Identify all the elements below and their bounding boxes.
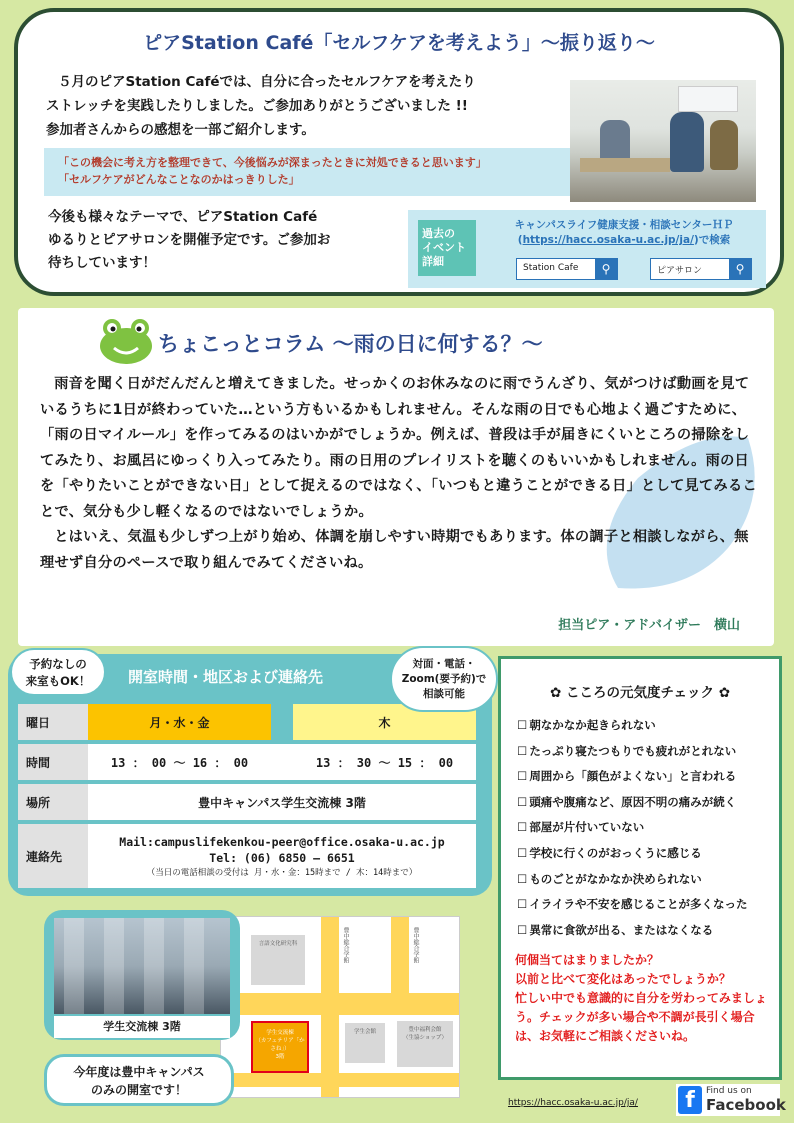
day-thu: 木 [293,704,476,740]
contact-value [88,824,476,888]
list-item[interactable]: ☐ たっぷり寝たつもりでも疲れがとれない [517,739,747,765]
hp-url-link[interactable]: https://hacc.osaka-u.ac.jp/ja/ [522,234,694,246]
hp-url-suffix: で検索 [698,234,731,246]
place-value: 豊中キャンパス学生交流棟 3階 [88,784,476,820]
column-paragraph-1: 雨音を聞く日がだんだんと増えてきました。せっかくのお休みなのに雨でうんざり、気がつけば動画を見ているうちに1日が終わっていた…という方もいるかもしれません。そんな雨の日でも心地よく過ごすために、「雨の日マイルール」を作ってみるのはいかがでしょうか。例えば、普段は手が届きにくいところの掃除をしてみたり、お風呂にゆっくり入ってみたり。雨の日用のプレイリストを聴くのもいいかもしれません。雨の日を「やりたいことができない日」として捉えるのではなく、「いつもと違うことができる日」として見てみることで、気分も少し軽くなるのではないでしょうか。 [40,376,757,520]
map-road-label-1: 豊中総合学館 [342,927,349,963]
walk-in-bubble: 予約なしの 来室もOK！ [10,648,106,696]
top-intro [46,70,576,142]
list-item[interactable]: ☐ ものごとがなかなか決められない [517,867,747,893]
map-road-label-2: 豊中総合学館 [412,927,419,963]
building-photo-caption: 学生交流棟 3階 [54,1016,230,1038]
feedback-quotes [44,148,584,196]
top-title: ピアStation Café「セルフケアを考えよう」〜振り返り〜 [143,32,655,54]
intro-line-3: 参加者さんからの感想を一部ご紹介します。 [46,122,315,138]
top-section [14,8,784,296]
column-author: 担当ピア・アドバイザー 横山 [558,618,740,633]
intro-line-2: ストレッチを実践したりしました。ご参加ありがとうございました !! [46,98,468,114]
facebook-icon: f [678,1086,702,1114]
row-label-place: 場所 [18,784,88,820]
frog-icon [98,316,154,366]
facebook-small-text: Find us on [706,1086,752,1096]
table-row [18,824,476,888]
row-label-day: 曜日 [18,704,88,740]
campus-map [220,916,460,1098]
contact-note: （当日の電話相談の受付は 月・水・金：15時まで / 木：14時まで） [146,868,418,878]
time-mwf: 13 ： 00 〜 16 ： 00 [88,744,271,780]
past-events-label: 過去の イベント 詳細 [418,220,476,276]
list-item[interactable]: ☐ 朝なかなか起きられない [517,713,747,739]
quote-1: 「この機会に考え方を整理できて、今後悩みが深まったときに対処できると思います」 [58,156,487,169]
check-list [517,713,747,943]
column-section [18,308,774,646]
contact-mail[interactable]: Mail:campuslifekenkou-peer@office.osaka-u.ac.jp [119,835,445,849]
past-events-box [408,210,766,288]
check-footer: 何個当てはまりましたか？ 以前と比べて変化はあったでしょうか？ 忙しい中でも意識的に自分を労わってみましょう。チェックが多い場合や不調が長引く場合は、お気軽にご相談くださいね。 [515,953,767,1043]
list-item[interactable]: ☐ 異常に食欲が出る、またはなくなる [517,918,747,944]
contact-tel[interactable]: Tel: (06) 6850 – 6651 [209,851,355,865]
table-row [18,704,476,740]
list-item[interactable]: ☐ イライラや不安を感じることが多くなった [517,892,747,918]
hours-table [18,700,476,886]
intro-line-1: ５月のピアStation Caféでは、自分に合ったセルフケアを考えたり [58,74,476,90]
hp-title-text: キャンパスライフ健康支援・相談センターＨＰ [514,219,734,231]
column-paragraph-2: とはいえ、気温も少しずつ上がり始め、体調を崩しやすい時期でもあります。体の調子と相談しながら、無理せず自分のペースで取り組んでみてくださいね。 [40,529,749,571]
time-thu: 13 ： 30 〜 15 ： 00 [293,744,476,780]
day-mwf: 月・水・金 [88,704,271,740]
list-item[interactable]: ☐ 頭痛や腹痛など、原因不明の痛みが続く [517,790,747,816]
search-box-station-cafe[interactable] [516,258,618,280]
list-item[interactable]: ☐ 部屋が片付いていない [517,815,747,841]
table-row [18,744,476,780]
search-box-peer-salon[interactable] [650,258,752,280]
footer-url-link[interactable]: https://hacc.osaka-u.ac.jp/ja/ [508,1098,638,1108]
list-item[interactable]: ☐ 学校に行くのがおっくうに感じる [517,841,747,867]
check-title: ✿ こころの元気度チェック ✿ [549,685,731,701]
map-building-language: 言語文化研究科 [251,935,305,985]
consult-method-bubble: 対面・電話・ Zoom(要予約)で 相談可能 [390,646,498,712]
upcoming-line-2: ゆるりとピアサロンを開催予定です。ご参加お [48,232,331,248]
search-text-station-cafe: Station Cafe [523,263,579,273]
column-title: ちょこっとコラム 〜雨の日に何する？〜 [158,332,543,356]
map-building-student-hall: 学生会館 [345,1023,385,1063]
upcoming-line-3: 待ちしています！ [48,255,156,271]
building-photo [54,918,230,1014]
map-building-welfare: 豊中福利会館 （生協ショップ） [397,1021,453,1067]
row-label-time: 時間 [18,744,88,780]
hp-title: キャンパスライフ健康支援・相談センターＨＰ (https://hacc.osaka-u.ac.jp/ja/)で検索 [514,219,734,246]
map-building-student-exchange: 学生交流棟 （カフェテリア「かさね」） 3階 [251,1021,309,1073]
hours-heading: 開室時間・地区および連絡先 [128,668,324,686]
search-icon[interactable]: ⚲ [595,259,617,279]
upcoming-text [48,206,398,275]
column-body [40,372,760,576]
row-label-contact: 連絡先 [18,824,88,888]
search-icon[interactable]: ⚲ [729,259,751,279]
check-section [498,656,782,1080]
event-photo [570,80,756,202]
facebook-big-text: Facebook [706,1096,786,1114]
list-item[interactable]: ☐ 周囲から「顔色がよくない」と言われる [517,764,747,790]
campus-notice: 今年度は豊中キャンパス のみの開室です！ [44,1054,234,1106]
quote-2: 「セルフケアがどんなことなのかはっきりした」 [58,173,300,186]
upcoming-line-1: 今後も様々なテーマで、ピアStation Café [48,209,318,225]
search-text-peer-salon: ピアサロン [657,266,703,276]
facebook-badge[interactable] [676,1084,786,1116]
table-row [18,784,476,820]
